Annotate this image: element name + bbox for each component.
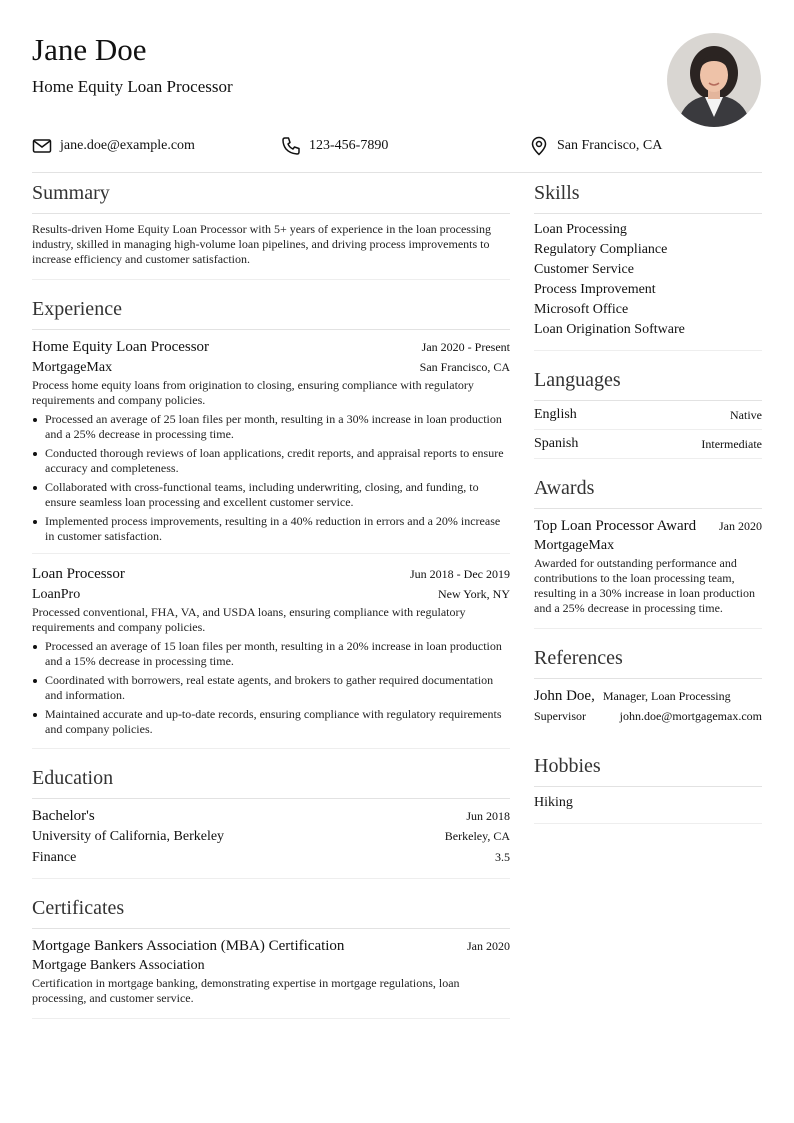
job-title: Home Equity Loan Processor: [32, 339, 210, 355]
profile-photo: [667, 33, 761, 127]
summary-text: Results-driven Home Equity Loan Processor with 5+ years of experience in the loan processing industry, skilled in managing high-volume loan pipelines, and driving process improvements to increase efficiency and customer satisfaction.: [32, 222, 491, 266]
section-divider: [32, 798, 510, 799]
field-of-study: Finance: [32, 850, 77, 865]
skill-item: Customer Service: [534, 262, 634, 277]
experience-heading: Experience: [32, 298, 122, 320]
map-pin-icon: [529, 136, 549, 156]
education-section: [32, 765, 510, 879]
main-column: [32, 180, 510, 1019]
award-name: Top Loan Processor Award: [534, 518, 697, 534]
hobby-item: Hiking: [534, 795, 573, 810]
list-item: Collaborated with cross-functional teams, including underwriting, closing, and funding, to ensure seamless loan processing and excellent customer service.: [32, 480, 510, 510]
education-location: Berkeley, CA: [444, 829, 510, 843]
entry-divider: [32, 553, 510, 554]
reference-name: John Doe,: [534, 688, 595, 704]
hobbies-heading: Hobbies: [534, 755, 601, 777]
award-date: Jan 2020: [719, 519, 762, 533]
section-divider: [32, 329, 510, 330]
degree: Bachelor's: [32, 808, 95, 824]
language-level: Intermediate: [701, 436, 762, 451]
language-name: English: [534, 407, 577, 422]
section-end-divider: [534, 823, 762, 824]
language-row: [534, 401, 762, 430]
job-dates: Jan 2020 - Present: [421, 340, 510, 354]
skills-section: [534, 180, 762, 351]
awards-heading: Awards: [534, 477, 595, 499]
job-description: Processed conventional, FHA, VA, and USDA loans, ensuring compliance with regulatory requirements and company policies.: [32, 605, 466, 634]
language-name: Spanish: [534, 436, 579, 451]
education-heading: Education: [32, 767, 114, 789]
references-heading: References: [534, 647, 623, 669]
education-date: Jun 2018: [466, 809, 510, 823]
language-row: [534, 430, 762, 459]
location-text: San Francisco, CA: [557, 138, 663, 153]
certificates-section: [32, 895, 510, 1019]
job-entry: [32, 337, 510, 554]
job-bullets: [32, 412, 510, 544]
phone-text[interactable]: 123-456-7890: [309, 138, 389, 153]
section-divider: [32, 213, 510, 214]
contact-email[interactable]: [32, 136, 195, 156]
list-item: Processed an average of 15 loan files per month, resulting in a 20% increase in loan production and a 15% decrease in processing time.: [32, 639, 510, 669]
job-dates: Jun 2018 - Dec 2019: [410, 567, 510, 581]
job-company: MortgageMax: [32, 360, 113, 375]
languages-section: [534, 367, 762, 459]
list-item: Conducted thorough reviews of loan applications, credit reports, and appraisal reports to ensure accuracy and completeness.: [32, 446, 510, 476]
section-end-divider: [32, 878, 510, 879]
section-end-divider: [32, 1018, 510, 1019]
list-item: Maintained accurate and up-to-date records, ensuring compliance with regulatory requirements and company policies.: [32, 707, 510, 737]
skills-list: [534, 220, 762, 340]
job-location: San Francisco, CA: [419, 360, 510, 374]
languages-heading: Languages: [534, 369, 621, 391]
list-item: Implemented process improvements, resulting in a 40% reduction in errors and a 20% increase in customer satisfaction.: [32, 514, 510, 544]
section-divider: [534, 213, 762, 214]
awards-section: [534, 475, 762, 629]
job-description: Process home equity loans from origination to closing, ensuring compliance with regulatory requirements and company policies.: [32, 378, 474, 407]
language-level: Native: [730, 407, 762, 422]
section-divider: [534, 508, 762, 509]
email-text[interactable]: jane.doe@example.com: [60, 138, 195, 153]
entry-divider: [32, 748, 510, 749]
section-divider: [534, 678, 762, 679]
gpa: 3.5: [495, 850, 510, 864]
award-description: Awarded for outstanding performance and contributions to the loan processing team, resulting in a 30% increase in loan production and a 25% decrease in processing time.: [534, 556, 755, 615]
summary-section: [32, 180, 510, 280]
section-end-divider: [534, 628, 762, 629]
certificate-date: Jan 2020: [467, 939, 510, 953]
skill-item: Loan Processing: [534, 222, 627, 237]
section-end-divider: [534, 736, 762, 737]
section-divider: [32, 928, 510, 929]
envelope-icon: [32, 136, 52, 156]
job-title: Loan Processor: [32, 566, 125, 582]
avatar-icon: [667, 33, 761, 127]
candidate-title: Home Equity Loan Processor: [32, 77, 233, 96]
list-item: Coordinated with borrowers, real estate agents, and brokers to gather required documentation and information.: [32, 673, 510, 703]
reference-relation: Supervisor: [534, 709, 586, 723]
skill-item: Microsoft Office: [534, 302, 629, 317]
section-end-divider: [32, 279, 510, 280]
job-location: New York, NY: [437, 587, 510, 601]
reference-position: Manager, Loan Processing: [602, 689, 731, 703]
job-entry: [32, 564, 510, 749]
hobbies-section: [534, 753, 762, 824]
section-divider: [534, 786, 762, 787]
job-company: LoanPro: [32, 587, 81, 602]
reference-email[interactable]: john.doe@mortgagemax.com: [619, 709, 762, 723]
award-issuer: MortgageMax: [534, 538, 615, 553]
skill-item: Regulatory Compliance: [534, 242, 668, 257]
school: University of California, Berkeley: [32, 829, 225, 844]
contact-location: [529, 136, 662, 156]
section-end-divider: [534, 350, 762, 351]
sidebar-column: [534, 180, 762, 824]
certificate-issuer: Mortgage Bankers Association: [32, 958, 205, 973]
experience-section: [32, 296, 510, 749]
contact-phone[interactable]: [281, 136, 388, 156]
references-section: [534, 645, 762, 737]
candidate-name: Jane Doe: [32, 32, 147, 67]
skill-item: Process Improvement: [534, 282, 656, 297]
summary-heading: Summary: [32, 182, 110, 204]
job-bullets: [32, 639, 510, 737]
header-divider: [32, 172, 762, 173]
certificate-name: Mortgage Bankers Association (MBA) Certification: [32, 938, 345, 954]
list-item: Processed an average of 25 loan files per month, resulting in a 30% increase in loan production and a 25% decrease in processing time.: [32, 412, 510, 442]
certificate-description: Certification in mortgage banking, demonstrating expertise in mortgage regulations, loan processing, and customer service.: [32, 976, 460, 1005]
skills-heading: Skills: [534, 182, 580, 204]
skill-item: Loan Origination Software: [534, 322, 685, 337]
certificates-heading: Certificates: [32, 897, 125, 919]
phone-icon: [281, 136, 301, 156]
